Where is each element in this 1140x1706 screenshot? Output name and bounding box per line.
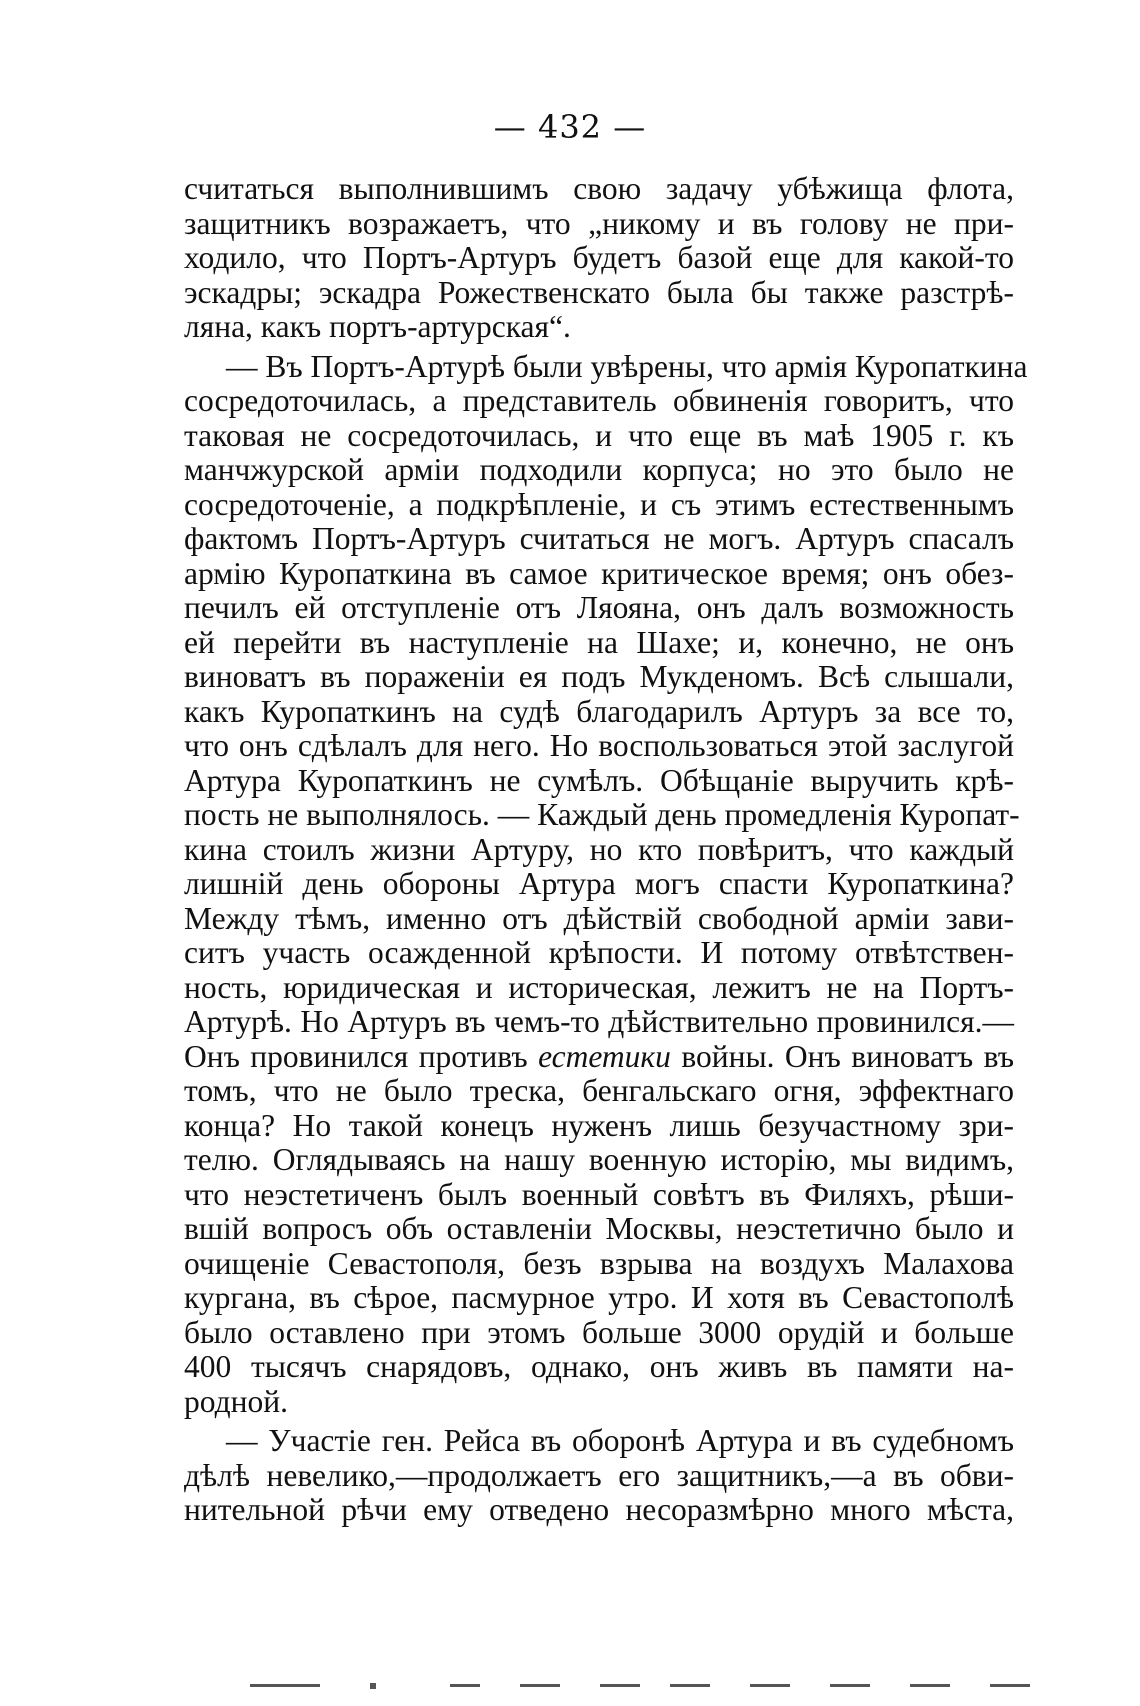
- text-line: ность, юридическая и историческая, лежитъ не на Портъ-: [184, 969, 1014, 1005]
- text-line: манчжурской арміи подходили корпуса; но это было не: [184, 452, 1014, 487]
- text-line: 400 тысячъ снарядовъ, однако, онъ живъ въ памяти на-: [184, 1349, 1014, 1384]
- text-line: армію Куропаткина въ самое критическое время; онъ обез-: [184, 555, 1014, 591]
- text-line: виноватъ въ пораженіи ея подъ Мукденомъ. Всѣ слышали,: [184, 659, 1014, 694]
- text-line: Между тѣмъ, именно отъ дѣйствій свободной арміи зави-: [184, 900, 1014, 936]
- text-line: что неэстетиченъ былъ военный совѣтъ въ Филяхъ, рѣши-: [184, 1176, 1014, 1212]
- text-line: кина стоилъ жизни Артуру, но кто повѣритъ, что каждый: [184, 831, 1014, 867]
- bottom-scan-marks: [250, 1684, 1050, 1694]
- text-line: — Участіе ген. Рейса въ оборонѣ Артура и въ судебномъ: [226, 1423, 1014, 1458]
- text-line: печилъ ей отступленіе отъ Ляояна, онъ далъ возможность: [184, 590, 1014, 625]
- text-line: Артура Куропаткинъ не сумѣлъ. Обѣщаніе выручить крѣ-: [184, 762, 1014, 798]
- text-line: кургана, въ сѣрое, пасмурное утро. И хотя въ Севастополѣ: [184, 1280, 1014, 1315]
- text-line: вшій вопросъ объ оставленіи Москвы, неэстетично было и: [184, 1211, 1014, 1246]
- text-line: что онъ сдѣлалъ для него. Но воспользоваться этой заслугой: [184, 728, 1014, 763]
- text-line: фактомъ Портъ-Артуръ считаться не могъ. Артуръ спасалъ: [184, 521, 1014, 556]
- text-line: было оставлено при этомъ больше 3000 орудій и больше: [184, 1314, 1014, 1350]
- page-number: — 432 —: [493, 108, 647, 146]
- text-line: ходило, что Портъ-Артуръ будетъ базой еще для какой-то: [184, 240, 1014, 275]
- text-segment: войны. Онъ виноватъ въ: [670, 1038, 1014, 1074]
- text-line: лишній день обороны Артура могъ спасти Куропаткина?: [184, 866, 1014, 901]
- text-line: телю. Оглядываясь на нашу военную исторію, мы видимъ,: [184, 1142, 1014, 1177]
- text-line: таковая не сосредоточилась, и что еще въ маѣ 1905 г. къ: [184, 417, 1014, 453]
- italic-word: естетики: [538, 1038, 671, 1074]
- text-line: [184, 1040, 1014, 1075]
- text-line: ситъ участь осажденной крѣпости. И потому отвѣтствен-: [184, 935, 1014, 970]
- text-line: нительной рѣчи ему отведено несоразмѣрно много мѣста,: [184, 1492, 1014, 1527]
- text-line: ляна, какъ портъ-артурская“.: [184, 309, 571, 344]
- body-text: [184, 171, 1028, 1528]
- text-line: пость не выполнялось. — Каждый день промедленія Куропат-: [184, 797, 1020, 832]
- text-line: считаться выполнившимъ свою задачу убѣжища флота,: [184, 171, 1014, 206]
- text-segment: Онъ провинился противъ: [184, 1038, 539, 1074]
- text-line: конца? Но такой конецъ нуженъ лишь безучастному зри-: [184, 1107, 1014, 1143]
- text-line: Артурѣ. Но Артуръ въ чемъ-то дѣйствительно провинился.—: [184, 1004, 1014, 1039]
- text-line: — Въ Портъ-Артурѣ были увѣрены, что армія Куропаткина: [226, 348, 1028, 384]
- text-line: сосредоточилась, а представитель обвиненія говоритъ, что: [184, 383, 1014, 418]
- text-line: какъ Куропаткинъ на судѣ благодарилъ Артуръ за все то,: [184, 693, 1014, 729]
- text-line: ей перейти въ наступленіе на Шахе; и, конечно, не онъ: [184, 624, 1014, 660]
- text-line: сосредоточеніе, а подкрѣпленіе, и съ этимъ естественнымъ: [184, 486, 1014, 522]
- text-line: дѣлѣ невелико,—продолжаетъ его защитникъ,—а въ обви-: [184, 1457, 1014, 1493]
- text-line: томъ, что не было треска, бенгальскаго огня, эффектнаго: [184, 1073, 1014, 1108]
- text-line: очищеніе Севастополя, безъ взрыва на воздухъ Малахова: [184, 1245, 1014, 1281]
- text-line: защитникъ возражаетъ, что „никому и въ голову не при-: [184, 205, 1014, 241]
- text-line: эскадры; эскадра Рожественскато была бы также разстрѣ-: [184, 274, 1014, 310]
- text-line: родной.: [184, 1383, 288, 1419]
